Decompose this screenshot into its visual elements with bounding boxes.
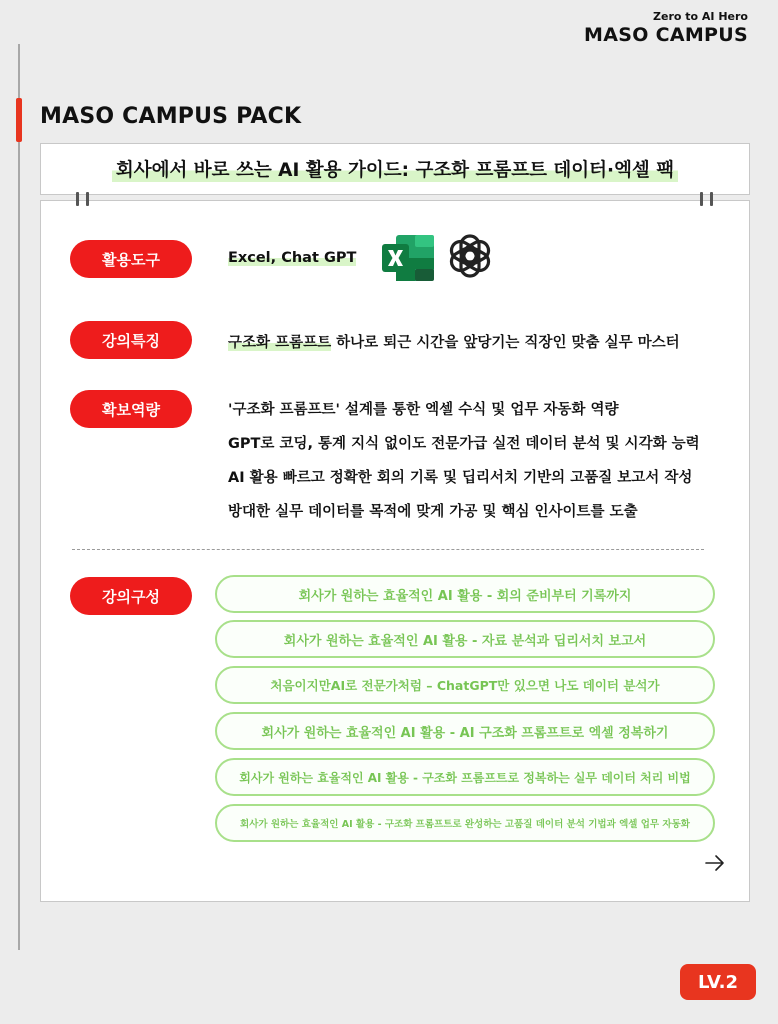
ability-item: GPT로 코딩, 통계 지식 없이도 전문가급 실전 데이터 분석 및 시각화 능력 bbox=[228, 436, 700, 452]
level-badge: LV.2 bbox=[680, 964, 756, 1000]
curriculum-label: 강의구성 bbox=[70, 577, 192, 615]
curriculum-item: 회사가 원하는 효율적인 AI 활용 - 자료 분석과 딥리서치 보고서 bbox=[215, 620, 715, 658]
feature-rest: 하나로 퇴근 시간을 앞당기는 직장인 맞춤 실무 마스터 bbox=[331, 335, 680, 351]
ability-item: '구조화 프롬프트' 설계를 통한 엑셀 수식 및 업무 자동화 역량 bbox=[228, 402, 619, 418]
excel-icon bbox=[382, 235, 434, 281]
tools-value: Excel, Chat GPT bbox=[228, 250, 357, 266]
brand-tagline: Zero to AI Hero bbox=[653, 10, 748, 23]
info-card bbox=[40, 200, 750, 902]
curriculum-item: 처음이지만AI로 전문가처럼 – ChatGPT만 있으면 나도 데이터 분석가 bbox=[215, 666, 715, 704]
feature-text bbox=[228, 331, 680, 352]
ability-item: AI 활용 빠르고 정확한 회의 기록 및 딥리서치 기반의 고품질 보고서 작성 bbox=[228, 470, 693, 486]
pack-title: MASO CAMPUS PACK bbox=[40, 104, 302, 129]
course-title: 회사에서 바로 쓰는 AI 활용 가이드: 구조화 프롬프트 데이터·엑셀 팩 bbox=[112, 156, 678, 182]
tools-label: 활용도구 bbox=[70, 240, 192, 278]
curriculum-item: 회사가 원하는 효율적인 AI 활용 - 회의 준비부터 기록까지 bbox=[215, 575, 715, 613]
left-accent-bar bbox=[16, 98, 22, 142]
feature-label: 강의특징 bbox=[70, 321, 192, 359]
binder-ring bbox=[76, 192, 79, 206]
curriculum-item: 회사가 원하는 효율적인 AI 활용 - 구조화 프롬프트로 정복하는 실무 데이터 처리 비법 bbox=[215, 758, 715, 796]
course-title-banner bbox=[40, 143, 750, 195]
ability-item: 방대한 실무 데이터를 목적에 맞게 가공 및 핵심 인사이트를 도출 bbox=[228, 504, 638, 520]
brand-logo bbox=[584, 10, 748, 46]
curriculum-item: 회사가 원하는 효율적인 AI 활용 - 구조화 프롬프트로 완성하는 고품질 데이터 분석 기법과 엑셀 업무 자동화 bbox=[215, 804, 715, 842]
chatgpt-icon bbox=[446, 232, 494, 280]
arrow-right-icon[interactable] bbox=[704, 852, 726, 874]
curriculum-item: 회사가 원하는 효율적인 AI 활용 - AI 구조화 프롬프트로 엑셀 정복하기 bbox=[215, 712, 715, 750]
feature-highlight: 구조화 프롬프트 bbox=[228, 335, 332, 351]
binder-ring bbox=[710, 192, 713, 206]
brand-name: MASO CAMPUS bbox=[584, 24, 748, 46]
binder-ring bbox=[700, 192, 703, 206]
binder-ring bbox=[86, 192, 89, 206]
left-rule bbox=[18, 44, 20, 950]
abilities-label: 확보역량 bbox=[70, 390, 192, 428]
section-divider bbox=[72, 549, 704, 550]
